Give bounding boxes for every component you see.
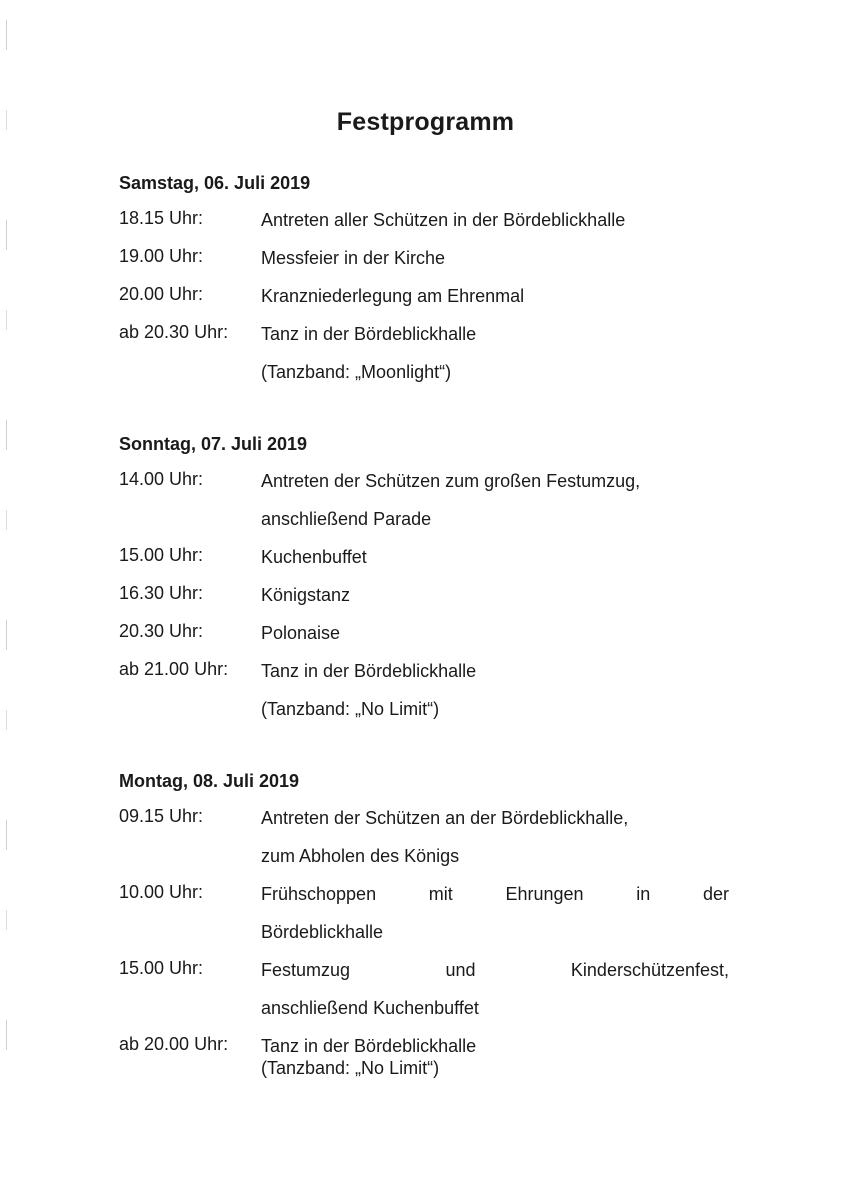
entry-text: Kuchenbuffet (261, 547, 367, 567)
entry-text: Königstanz (261, 585, 351, 605)
schedule-entry (119, 246, 729, 284)
schedule-entry (119, 545, 729, 583)
schedule-entry (119, 322, 729, 398)
schedule-entry (119, 1034, 729, 1078)
schedule-entry (119, 806, 729, 882)
entry-text: Messfeier in der Kirche (261, 248, 446, 268)
entry-text: Festumzug und Kinderschützenfest, (261, 960, 729, 980)
entry-time: 09.15 Uhr: (119, 806, 204, 826)
entry-time: ab 20.30 Uhr: (119, 322, 229, 342)
schedule-entry (119, 882, 729, 958)
page-title: Festprogramm (336, 108, 515, 136)
entry-text: Tanz in der Bördeblickhalle (261, 324, 477, 344)
entry-text: (Tanzband: „No Limit“) (261, 699, 440, 719)
schedule-entry (119, 583, 729, 621)
entry-time: 20.00 Uhr: (119, 284, 204, 304)
day-section-monday (119, 768, 729, 1078)
schedule-entry (119, 284, 729, 322)
scan-edge-mark (6, 20, 7, 1100)
day-heading: Sonntag, 07. Juli 2019 (119, 434, 308, 454)
schedule-entry (119, 958, 729, 1034)
schedule-entry (119, 208, 729, 246)
entry-time: 18.15 Uhr: (119, 208, 204, 228)
schedule-entry (119, 469, 729, 545)
entry-text: Polonaise (261, 623, 341, 643)
day-heading: Samstag, 06. Juli 2019 (119, 173, 311, 193)
entry-text: (Tanzband: „No Limit“) (261, 1058, 440, 1078)
entry-text: anschließend Parade (261, 509, 432, 529)
entry-text: Bördeblickhalle (261, 922, 384, 942)
entry-text: Frühschoppen mit Ehrungen in der (261, 884, 729, 904)
entry-text: anschließend Kuchenbuffet (261, 998, 479, 1018)
entry-text: zum Abholen des Königs (261, 846, 460, 866)
schedule-entry (119, 621, 729, 659)
entry-text: Antreten aller Schützen in der Bördeblickhalle (261, 210, 626, 230)
day-section-sunday (119, 431, 729, 735)
entry-text: Tanz in der Bördeblickhalle (261, 661, 477, 681)
entry-time: 15.00 Uhr: (119, 545, 204, 565)
entry-text: Kranzniederlegung am Ehrenmal (261, 286, 525, 306)
day-heading: Montag, 08. Juli 2019 (119, 771, 300, 791)
entry-text: Antreten der Schützen an der Bördeblickhalle, (261, 808, 629, 828)
entry-time: 19.00 Uhr: (119, 246, 204, 266)
entry-time: 16.30 Uhr: (119, 583, 204, 603)
entry-time: 10.00 Uhr: (119, 882, 204, 902)
entry-text: Antreten der Schützen zum großen Festumzug, (261, 471, 641, 491)
entry-text: (Tanzband: „Moonlight“) (261, 362, 452, 382)
entry-time: ab 20.00 Uhr: (119, 1034, 229, 1054)
entry-time: 15.00 Uhr: (119, 958, 204, 978)
entry-time: ab 21.00 Uhr: (119, 659, 229, 679)
entry-text: Tanz in der Bördeblickhalle (261, 1036, 477, 1056)
entry-time: 14.00 Uhr: (119, 469, 204, 489)
day-section-saturday (119, 170, 729, 398)
schedule-entry (119, 659, 729, 735)
entry-time: 20.30 Uhr: (119, 621, 204, 641)
